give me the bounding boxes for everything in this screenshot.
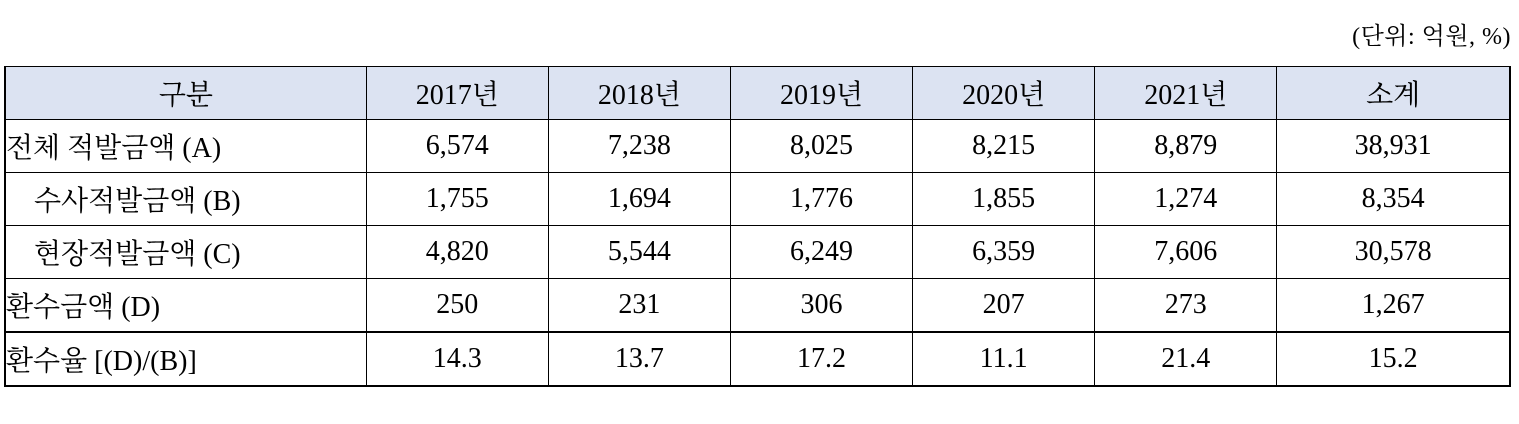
cell-value: 306 xyxy=(730,279,912,333)
column-header-2021: 2021년 xyxy=(1095,67,1277,120)
cell-value: 231 xyxy=(548,279,730,333)
cell-value: 250 xyxy=(366,279,548,333)
cell-value: 6,574 xyxy=(366,120,548,173)
cell-value: 1,694 xyxy=(548,173,730,226)
cell-value: 14.3 xyxy=(366,332,548,386)
cell-value: 8,879 xyxy=(1095,120,1277,173)
cell-value: 8,025 xyxy=(730,120,912,173)
row-label-recovered-amount: 환수금액 (D) xyxy=(5,279,366,333)
row-label-total-detected: 전체 적발금액 (A) xyxy=(5,120,366,173)
cell-value: 4,820 xyxy=(366,226,548,279)
cell-value: 15.2 xyxy=(1277,332,1510,386)
cell-value: 11.1 xyxy=(913,332,1095,386)
cell-value: 1,755 xyxy=(366,173,548,226)
unit-note: (단위: 억원, %) xyxy=(1352,24,1511,50)
column-header-2019: 2019년 xyxy=(730,67,912,120)
cell-value: 21.4 xyxy=(1095,332,1277,386)
detection-amount-table xyxy=(4,66,1511,387)
cell-value: 5,544 xyxy=(548,226,730,279)
table-body xyxy=(5,120,1510,387)
table-head xyxy=(5,67,1510,120)
cell-value: 1,855 xyxy=(913,173,1095,226)
column-header-2020: 2020년 xyxy=(913,67,1095,120)
cell-value: 273 xyxy=(1095,279,1277,333)
cell-value: 8,215 xyxy=(913,120,1095,173)
table-row xyxy=(5,226,1510,279)
table-row xyxy=(5,173,1510,226)
cell-value: 7,238 xyxy=(548,120,730,173)
table-row xyxy=(5,332,1510,386)
cell-value: 1,776 xyxy=(730,173,912,226)
cell-value: 38,931 xyxy=(1277,120,1510,173)
row-label-recovery-rate: 환수율 [(D)/(B)] xyxy=(5,332,366,386)
table-row xyxy=(5,279,1510,333)
cell-value: 8,354 xyxy=(1277,173,1510,226)
cell-value: 17.2 xyxy=(730,332,912,386)
cell-value: 7,606 xyxy=(1095,226,1277,279)
cell-value: 1,274 xyxy=(1095,173,1277,226)
cell-value: 207 xyxy=(913,279,1095,333)
column-header-category: 구분 xyxy=(5,67,366,120)
cell-value: 1,267 xyxy=(1277,279,1510,333)
column-header-subtotal: 소계 xyxy=(1277,67,1510,120)
cell-value: 6,249 xyxy=(730,226,912,279)
row-label-onsite-detected: 현장적발금액 (C) xyxy=(5,226,366,279)
table-row xyxy=(5,120,1510,173)
column-header-2017: 2017년 xyxy=(366,67,548,120)
table-container xyxy=(4,66,1511,387)
cell-value: 30,578 xyxy=(1277,226,1510,279)
column-header-2018: 2018년 xyxy=(548,67,730,120)
cell-value: 13.7 xyxy=(548,332,730,386)
cell-value: 6,359 xyxy=(913,226,1095,279)
row-label-investigation-detected: 수사적발금액 (B) xyxy=(5,173,366,226)
table-header-row xyxy=(5,67,1510,120)
